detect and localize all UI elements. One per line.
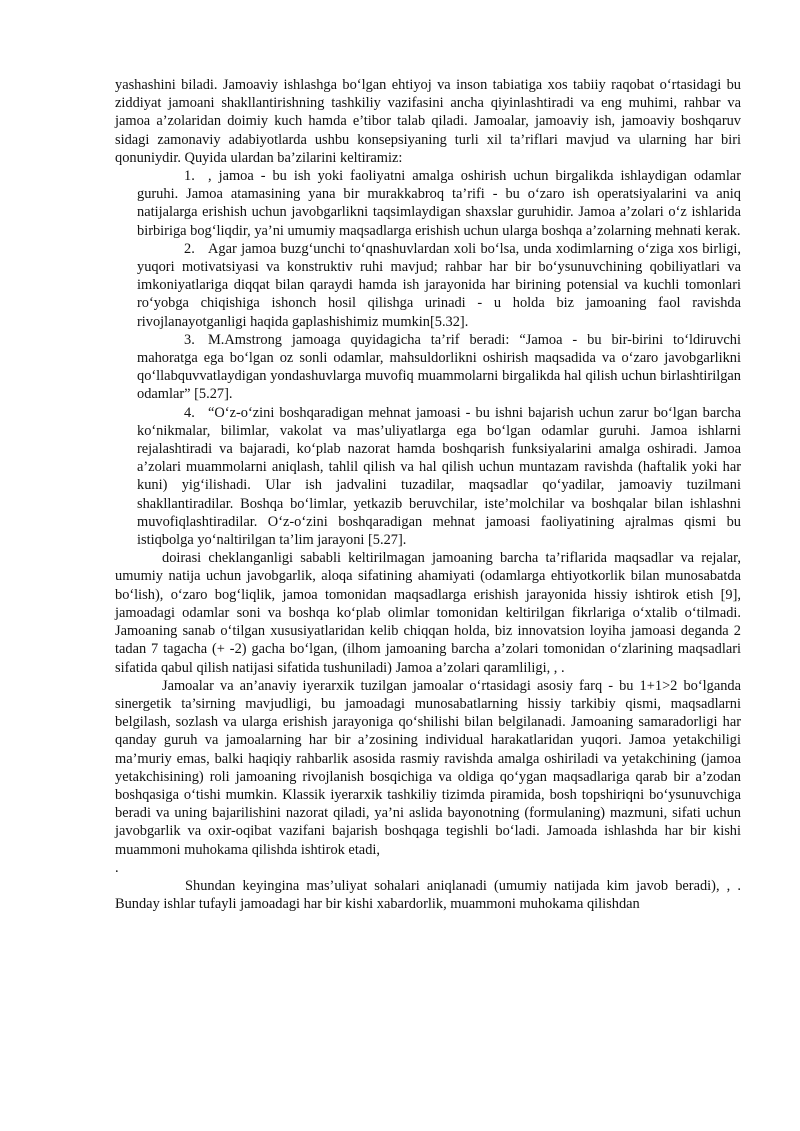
list-item-2	[137, 240, 741, 331]
list-text-4: “O‘z-o‘zini boshqaradigan mehnat jamoasi - bu ishni bajarish uchun zarur bo‘lgan barcha ko‘nikmalar, bilimlar, vakolat va mas’uliyatlarga ega bo‘lgan odamlar guruhi. Jamoa ishlarni rejalashtiradi va bajaradi, ko‘plab nazorat hamda boshqarish funksiyalarini amalga oshiradi. Jamoa a’zolari muammolarni aniqlash, tahlil qilish va hal qilish uchun muntazam ravishda (haftalik yoki har kuni) yig‘ilishadi. Ular ish jadvalini tuzadilar, maqsadlar qo‘yadilar, jamoaviy tuzilmani shakllantiradilar. Boshqa bo‘limlar, yetkazib beruvchilar, iste’molchilar va boshqalar bilan ishlashni muvofiqlashtiradilar. O‘z-o‘zini boshqaradigan mehnat jamoasi faoliyatining ajralmas qismi bu istiqbolga yo‘naltirilgan ta’lim jarayoni [5.27].	[137, 404, 741, 549]
list-text-2: Agar jamoa buzg‘unchi to‘qnashuvlardan xoli bo‘lsa, unda xodimlarning o‘ziga xos birligi, yuqori motivatsiyasi va konstruktiv ruhi mavjud; rahbar har bir bo‘ysunuvchining qobiliyatlari va imkoniyatlariga diqqat bilan qaraydi hamda ish jarayonida har birining potensial va kuchli tomonlari ro‘yobga chiqishiga ishonch hosil qilishga urinadi - u holda biz jamoaning faol ravishda rivojlanayotganligi haqida gaplashishimiz mumkin[5.32].	[137, 240, 741, 330]
paragraph-dot: .	[115, 859, 119, 876]
list-number-2: 2.	[184, 240, 195, 257]
list-item-3	[137, 331, 741, 404]
list-text-3: M.Amstrong jamoaga quyidagicha ta’rif beradi: “Jamoa - bu bir-birini to‘ldiruvchi mahoratga ega bo‘lgan oz sonli odamlar, mahsuldorlikni oshirish maqsadida va o‘zaro javobgarlikni qo‘llabquvvatlaydigan yondashuvlarga muvofiq muammolarni birgalikda hal qilish uchun birlashtirilgan odamlar” [5.27].	[137, 331, 741, 403]
paragraph-definitions-summary: doirasi cheklanganligi sababli keltirilmagan jamoaning barcha ta’riflarida maqsadlar va rejalar, umumiy natija uchun javobgarlik, aloqa sifatining ahamiyati (odamlarga ehtiyotkorlik bilan munosabatda bo‘lish), o‘zaro bog‘liqlik, jamoa tomonidan maqsadlarga erishish jarayonida hissiy ishtirok etish [9], jamoadagi odamlar soni va boshqa ko‘plab olimlar tomonidan keltirilgan fikrlariga o‘xtalib o‘tilmadi. Jamoaning sanab o‘tilgan xususiyatlaridan kelib chiqqan holda, biz innovatsion loyiha jamoasi deganda 2 tadan 7 tagacha (+ -2) gacha bo‘lgan, (ilhom jamoaning barcha a’zolari tomonidan o‘zlarining maqsadlari sifatida qabul qilish natijasi sifatida tushuniladi) Jamoa a’zolari qaramliligi, , .	[115, 550, 741, 676]
list-item-1	[137, 167, 741, 240]
list-number-4: 4.	[184, 404, 195, 421]
list-text-1: , jamoa - bu ish yoki faoliyatni amalga oshirish uchun birgalikda ishlaydigan odamlar guruhi. Jamoa atamasining yana bir murakkabroq ta’rifi - bu o‘zaro ish operatsiyalarini va aniq natijalarga erishish uchun javobgarlikni taqsimlaydigan shaxslar guruhidir. Jamoa a’zolari o‘z ishlarida birbiriga bog‘liqdir, ya’ni umumiy maqsadlarga erishish uchun ularga boshqa a’zolarning mehnati kerak.	[137, 168, 741, 239]
paragraph-intro: yashashini biladi. Jamoaviy ishlashga bo‘lgan ehtiyoj va inson tabiatiga xos tabiiy raqobat o‘rtasidagi bu ziddiyat jamoani shakllantirishning tashkiliy vazifasini ancha qiyinlashtiradi va eng muhimi, rahbar va jamoa a’zolaridan doimiy kuch hamda e’tibor talab qiladi. Jamoalar, jamoaviy ish, jamoaviy boshqaruv sidagi zamonaviy adabiyotlarda ushbu konsepsiyaning turli xil ta’riflari mavjud va ularning har biri qonuniydir. Quyida ulardan ba’zilarini keltiramiz:	[115, 77, 741, 166]
list-item-4	[137, 404, 741, 550]
paragraph-team-differences: Jamoalar va an’anaviy iyerarxik tuzilgan jamoalar o‘rtasidagi asosiy farq - bu 1+1>2 bo‘lganda sinergetik ta’sirning mavjudligi, bu jamoadagi munosabatlarning hissiy tarkibiy qismi, maqsadlarni belgilash, sozlash va ularga erishish jarayoniga qo‘shilishi bilan belgilanadi. Jamoaning samaradorligi har qanday guruh va jamoalarning har bir a’zosining individual harakatlaridan yuqori. Jamoa yetakchiligi ma’muriy emas, balki haqiqiy rahbarlik asosida rasmiy ravishda amalga oshiriladi va yetakchining (jamoa yetakchisining) roli jamoaning rivojlanish bosqichiga va oldiga qo‘ygan maqsadlariga qarab bir a’zodan boshqasiga o‘tishi mumkin. Klassik iyerarxik tashkiliy tizimda piramida, bosh topshiriqni bo‘ysunuvchiga beradi va uning bajarilishini nazorat qiladi, ya’ni aslida bayonotning (formulaning) mazmuni, sifati uchun javobgarlik va oxir-oqibat vazifani bajarish boshqaga tegishli bo‘ladi. Jamoada ishlashda har bir kishi muammoni muhokama qilishda ishtirok etadi,	[115, 677, 741, 858]
list-number-1: 1.	[184, 168, 195, 185]
list-number-3: 3.	[184, 331, 195, 348]
document-page	[115, 76, 741, 913]
paragraph-responsibility: Shundan keyingina mas’uliyat sohalari aniqlanadi (umumiy natijada kim javob beradi), , . Bunday ishlar tufayli jamoadagi har bir kishi xabardorlik, muammoni muhokama qilishdan	[115, 877, 741, 913]
